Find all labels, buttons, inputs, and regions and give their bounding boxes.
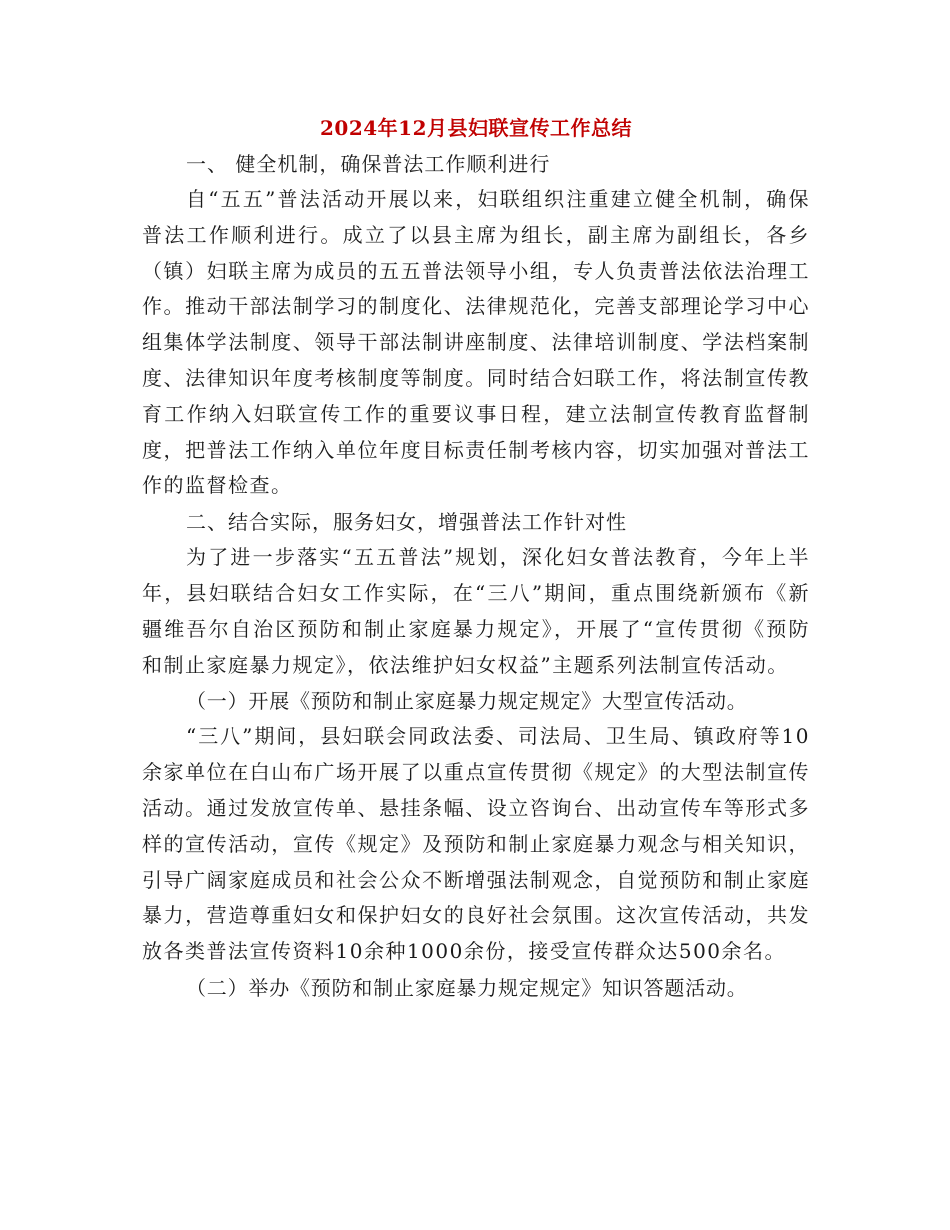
document-page (142, 110, 810, 1006)
subsection-heading-1: （一）开展《预防和制止家庭暴力规定规定》大型宣传活动。 (186, 689, 748, 714)
document-title: 2024年12月县妇联宣传工作总结 (320, 116, 632, 140)
section-heading-1: 一、 健全机制，确保普法工作顺利进行 (186, 152, 551, 176)
paragraph-2: 为了进一步落实“五五普法”规划，深化妇女普法教育，今年上半年，县妇联结合妇女工作实际，在“三八”期间，重点围绕新颁布《新疆维吾尔自治区预防和制止家庭暴力规定》，开展了“宣传贯彻《预防和制止家庭暴力规定》，依法维护妇女权益”主题系列法制宣传活动。 (142, 545, 810, 677)
paragraph-1: 自“五五”普法活动开展以来，妇联组织注重建立健全机制，确保普法工作顺利进行。成立了以县主席为组长，副主席为副组长，各乡（镇）妇联主席为成员的五五普法领导小组，专人负责普法依法治理工作。推动干部法制学习的制度化、法律规范化，完善支部理论学习中心组集体学法制度、领导干部法制讲座制度、法律培训制度、学法档案制度、法律知识年度考核制度等制度。同时结合妇联工作，将法制宣传教育工作纳入妇联宣传工作的重要议事日程，建立法制宣传教育监督制度，把普法工作纳入单位年度目标责任制考核内容，切实加强对普法工作的监督检查。 (142, 187, 810, 498)
section-heading-2: 二、结合实际，服务妇女，增强普法工作针对性 (186, 510, 627, 535)
paragraph-3: “三八”期间，县妇联会同政法委、司法局、卫生局、镇政府等10余家单位在白山布广场开展了以重点宣传贯彻《规定》的大型法制宣传活动。通过发放宣传单、悬挂条幅、设立咨询台、出动宣传车等形式多样的宣传活动，宣传《规定》及预防和制止家庭暴力观念与相关知识，引导广阔家庭成员和社会公众不断增强法制观念，自觉预防和制止家庭暴力，营造尊重妇女和保护妇女的良好社会氛围。这次宣传活动，共发放各类普法宣传资料10余种1000余份，接受宣传群众达500余名。 (142, 724, 810, 964)
subsection-heading-2: （二）举办《预防和制止家庭暴力规定规定》知识答题活动。 (186, 975, 748, 1000)
